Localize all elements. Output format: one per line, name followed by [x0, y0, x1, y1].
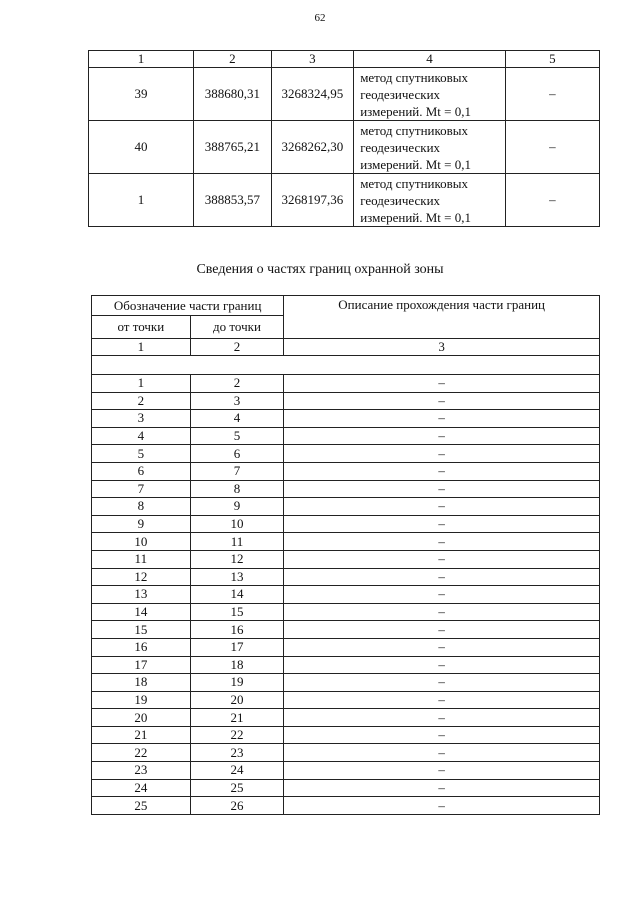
from-point: 5	[92, 445, 191, 463]
to-point: 7	[190, 462, 284, 480]
empty-row	[92, 356, 600, 375]
from-point: 22	[92, 744, 191, 762]
to-point: 2	[190, 375, 284, 393]
from-point: 6	[92, 462, 191, 480]
method-line: геодезических	[360, 192, 441, 208]
part-description: –	[284, 603, 600, 621]
from-point: 1	[92, 375, 191, 393]
from-point: 18	[92, 674, 191, 692]
description-header: Описание прохождения части границ	[284, 296, 600, 339]
to-point: 14	[190, 586, 284, 604]
to-point: 17	[190, 638, 284, 656]
part-description: –	[284, 726, 600, 744]
to-point: 24	[190, 762, 284, 780]
table-row	[92, 603, 600, 621]
method-description	[354, 121, 506, 174]
from-point: 25	[92, 797, 191, 815]
from-point: 15	[92, 621, 191, 639]
table-row	[92, 410, 600, 428]
empty-cell	[92, 356, 600, 375]
from-point: 11	[92, 550, 191, 568]
x-coordinate: 388853,57	[194, 174, 272, 227]
from-point: 21	[92, 726, 191, 744]
table-row	[92, 568, 600, 586]
table-row	[92, 480, 600, 498]
to-point: 5	[190, 427, 284, 445]
boundary-parts-table	[91, 295, 600, 815]
column-number-row	[92, 339, 600, 356]
method-line: измерений. Mt = 0,1	[360, 156, 471, 172]
from-point: 20	[92, 709, 191, 727]
from-point: 12	[92, 568, 191, 586]
from-point: 17	[92, 656, 191, 674]
from-point: 10	[92, 533, 191, 551]
table-row	[92, 621, 600, 639]
to-point: 6	[190, 445, 284, 463]
from-point: 14	[92, 603, 191, 621]
column-number: 3	[284, 339, 600, 356]
table-row	[92, 550, 600, 568]
part-description: –	[284, 445, 600, 463]
from-point: 7	[92, 480, 191, 498]
table-row	[92, 427, 600, 445]
y-coordinate: 3268262,30	[271, 121, 354, 174]
from-point: 4	[92, 427, 191, 445]
column-number: 1	[89, 51, 194, 68]
to-point: 20	[190, 691, 284, 709]
table-row	[92, 515, 600, 533]
point-id: 1	[89, 174, 194, 227]
part-description: –	[284, 427, 600, 445]
from-point: 19	[92, 691, 191, 709]
from-point: 8	[92, 498, 191, 516]
part-description: –	[284, 498, 600, 516]
part-description: –	[284, 515, 600, 533]
from-point: 9	[92, 515, 191, 533]
boundary-part-header: Обозначение части границ	[92, 296, 284, 316]
coordinates-header-row	[89, 51, 600, 68]
column-number: 1	[92, 339, 191, 356]
table-row	[92, 445, 600, 463]
part-description: –	[284, 392, 600, 410]
to-point: 26	[190, 797, 284, 815]
to-point: 3	[190, 392, 284, 410]
part-description: –	[284, 621, 600, 639]
method-line: измерений. Mt = 0,1	[360, 103, 471, 119]
table-row	[92, 656, 600, 674]
part-description: –	[284, 709, 600, 727]
to-point: 11	[190, 533, 284, 551]
part-description: –	[284, 797, 600, 815]
to-point: 21	[190, 709, 284, 727]
to-point: 23	[190, 744, 284, 762]
to-point: 13	[190, 568, 284, 586]
part-description: –	[284, 568, 600, 586]
part-description: –	[284, 638, 600, 656]
table-row	[92, 779, 600, 797]
y-coordinate: 3268324,95	[271, 68, 354, 121]
to-point: 15	[190, 603, 284, 621]
from-point-header: от точки	[92, 316, 191, 339]
column-number: 2	[190, 339, 284, 356]
to-point: 18	[190, 656, 284, 674]
table-row	[92, 744, 600, 762]
to-point: 9	[190, 498, 284, 516]
part-description: –	[284, 762, 600, 780]
method-description	[354, 68, 506, 121]
column-number: 3	[271, 51, 354, 68]
coordinate-row	[89, 68, 600, 121]
coordinates-table	[88, 50, 600, 227]
method-description	[354, 174, 506, 227]
method-line: метод спутниковых	[360, 175, 469, 191]
table-row	[92, 726, 600, 744]
point-note: –	[505, 68, 599, 121]
boundary-parts-body	[92, 375, 600, 815]
table-row	[92, 533, 600, 551]
from-point: 2	[92, 392, 191, 410]
coordinate-row	[89, 174, 600, 227]
method-line: измерений. Mt = 0,1	[360, 209, 471, 225]
y-coordinate: 3268197,36	[271, 174, 354, 227]
part-description: –	[284, 480, 600, 498]
point-id: 39	[89, 68, 194, 121]
to-point: 22	[190, 726, 284, 744]
to-point: 10	[190, 515, 284, 533]
column-number: 5	[505, 51, 599, 68]
part-description: –	[284, 674, 600, 692]
page-number: 62	[314, 12, 326, 24]
to-point-header: до точки	[190, 316, 284, 339]
part-description: –	[284, 375, 600, 393]
method-line: метод спутниковых	[360, 122, 469, 138]
table-row	[92, 691, 600, 709]
parts-header-row	[92, 296, 600, 316]
to-point: 4	[190, 410, 284, 428]
point-note: –	[505, 174, 599, 227]
table-row	[92, 797, 600, 815]
column-number: 4	[354, 51, 506, 68]
part-description: –	[284, 462, 600, 480]
method-line: метод спутниковых	[360, 69, 469, 85]
table-row	[92, 392, 600, 410]
table-row	[92, 638, 600, 656]
point-id: 40	[89, 121, 194, 174]
from-point: 23	[92, 762, 191, 780]
coordinate-row	[89, 121, 600, 174]
x-coordinate: 388765,21	[194, 121, 272, 174]
to-point: 25	[190, 779, 284, 797]
part-description: –	[284, 656, 600, 674]
table-row	[92, 586, 600, 604]
table-row	[92, 375, 600, 393]
method-line: геодезических	[360, 86, 441, 102]
part-description: –	[284, 586, 600, 604]
from-point: 16	[92, 638, 191, 656]
table-row	[92, 762, 600, 780]
from-point: 24	[92, 779, 191, 797]
column-number: 2	[194, 51, 272, 68]
method-line: геодезических	[360, 139, 441, 155]
table-row	[92, 709, 600, 727]
to-point: 12	[190, 550, 284, 568]
point-note: –	[505, 121, 599, 174]
to-point: 16	[190, 621, 284, 639]
table-row	[92, 674, 600, 692]
to-point: 8	[190, 480, 284, 498]
part-description: –	[284, 744, 600, 762]
part-description: –	[284, 779, 600, 797]
table-row	[92, 462, 600, 480]
x-coordinate: 388680,31	[194, 68, 272, 121]
section-title: Сведения о частях границ охранной зоны	[196, 262, 444, 277]
table-row	[92, 498, 600, 516]
part-description: –	[284, 691, 600, 709]
part-description: –	[284, 550, 600, 568]
to-point: 19	[190, 674, 284, 692]
from-point: 3	[92, 410, 191, 428]
part-description: –	[284, 533, 600, 551]
from-point: 13	[92, 586, 191, 604]
part-description: –	[284, 410, 600, 428]
